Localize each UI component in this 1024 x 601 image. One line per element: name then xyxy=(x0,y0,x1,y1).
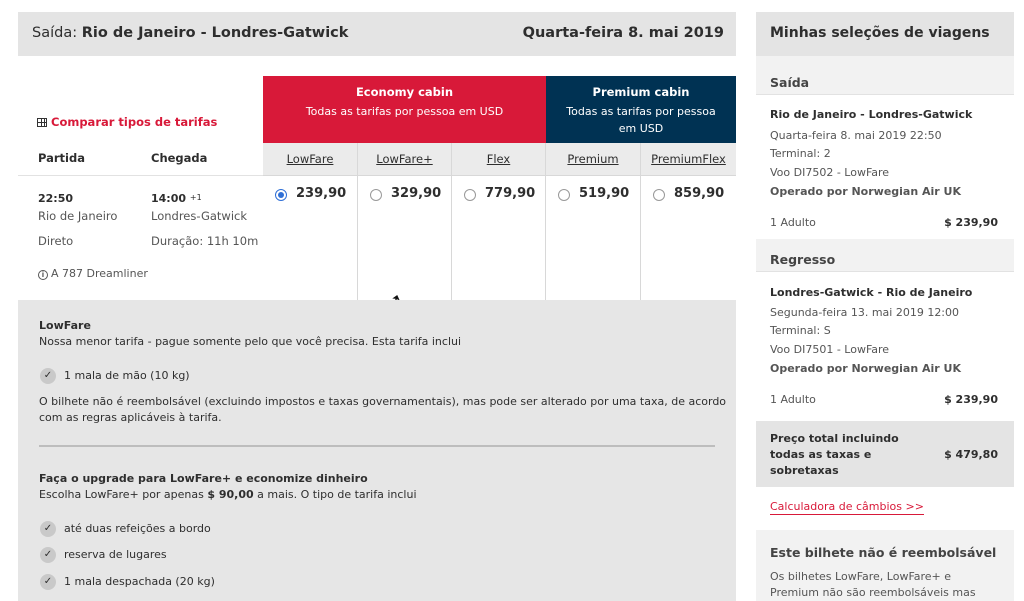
fare-option-flex[interactable] xyxy=(452,176,546,300)
upgrade-text-post: a mais. O tipo de tarifa inclui xyxy=(253,488,417,501)
non-refundable-title: Este bilhete não é reembolsável xyxy=(770,545,997,560)
upgrade-item: 1 mala despachada (20 kg) xyxy=(64,575,215,588)
day-offset: +1 xyxy=(189,193,202,202)
check-icon: ✓ xyxy=(40,521,56,537)
trip-selections-title: Minhas seleções de viagens xyxy=(770,25,990,41)
fare-price: 519,90 xyxy=(579,186,630,201)
trip-selections-panel xyxy=(756,56,1014,601)
outbound-pax: 1 Adulto xyxy=(770,216,816,229)
upgrade-text xyxy=(39,487,417,503)
outbound-terminal: Terminal: 2 xyxy=(770,147,831,160)
economy-cabin-header xyxy=(263,76,546,143)
fare-header-premiumflex[interactable]: PremiumFlex xyxy=(651,152,726,166)
currency-calculator-link[interactable]: Calculadora de câmbios >> xyxy=(770,500,924,513)
return-operator: Operado por Norwegian Air UK xyxy=(770,362,962,375)
fare-price: 329,90 xyxy=(391,186,442,201)
outbound-heading: Saída xyxy=(770,75,810,90)
check-icon: ✓ xyxy=(40,574,56,590)
fare-option-lowfare[interactable] xyxy=(263,176,358,300)
departure-column-header: Partida xyxy=(38,151,85,165)
outbound-route-title xyxy=(32,25,348,41)
fare-option-premium[interactable] xyxy=(546,176,641,300)
premium-cabin-title: Premium cabin xyxy=(592,85,690,99)
compare-fares-link[interactable] xyxy=(37,115,217,129)
upgrade-text-pre: Escolha LowFare+ por apenas xyxy=(39,488,208,501)
premium-cabin-subtitle: Todas as tarifas por pessoa em USD xyxy=(566,105,716,135)
arrival-time-wrap xyxy=(151,192,202,205)
return-route: Londres-Gatwick - Rio de Janeiro xyxy=(770,286,973,299)
fare-price-row xyxy=(263,176,736,300)
return-heading: Regresso xyxy=(770,252,836,267)
info-icon: i xyxy=(38,270,48,280)
fare-header-lowfare-plus[interactable]: LowFare+ xyxy=(358,143,452,176)
outbound-route: Rio de Janeiro - Londres-Gatwick xyxy=(770,108,973,121)
fare-header-lowfare[interactable]: LowFare xyxy=(263,143,358,176)
fare-option-premiumflex[interactable] xyxy=(641,176,736,300)
fare-price: 779,90 xyxy=(485,186,536,201)
travel-date: Quarta-feira 8. mai 2019 xyxy=(522,25,724,41)
return-flight: Voo DI7501 - LowFare xyxy=(770,343,890,356)
outbound-datetime: Quarta-feira 8. mai 2019 22:50 xyxy=(770,129,942,142)
economy-cabin-subtitle: Todas as tarifas por pessoa em USD xyxy=(305,105,504,118)
fare-type-header-row xyxy=(263,143,736,176)
total-price-label: Preço total incluindo todas as taxas e sobretaxas xyxy=(770,432,899,477)
outbound-flight: Voo DI7502 - LowFare xyxy=(770,166,890,179)
return-datetime: Segunda-feira 13. mai 2019 12:00 xyxy=(770,306,960,319)
trip-selections-header xyxy=(756,12,1014,56)
fare-radio-premiumflex[interactable] xyxy=(653,189,665,201)
upgrade-price: $ 90,00 xyxy=(207,488,254,501)
return-terminal: Terminal: S xyxy=(770,324,831,337)
duration-info: Duração: 11h 10m xyxy=(151,234,259,248)
fare-radio-lowfare-plus[interactable] xyxy=(370,189,382,201)
divider xyxy=(756,271,1014,272)
fare-description-panel xyxy=(18,300,736,601)
fare-description-title: LowFare xyxy=(39,319,91,332)
divider xyxy=(18,175,263,176)
outbound-header xyxy=(18,12,736,56)
aircraft-type: A 787 Dreamliner xyxy=(51,267,148,280)
aircraft-info[interactable] xyxy=(38,267,148,280)
return-pax: 1 Adulto xyxy=(770,393,816,406)
compare-fares-label: Comparar tipos de tarifas xyxy=(51,115,218,129)
outbound-section-header xyxy=(756,56,1014,94)
return-price: $ 239,90 xyxy=(944,393,998,406)
premium-cabin-header xyxy=(546,76,736,143)
fare-description-intro: Nossa menor tarifa - pague somente pelo que você precisa. Esta tarifa inclui xyxy=(39,335,462,348)
check-icon: ✓ xyxy=(40,547,56,563)
arrival-time: 14:00 xyxy=(151,192,187,205)
table-icon xyxy=(37,118,47,127)
departure-city: Rio de Janeiro xyxy=(38,209,118,223)
economy-cabin-title: Economy cabin xyxy=(355,85,454,99)
divider xyxy=(756,94,1014,95)
fare-header-premium[interactable]: Premium xyxy=(546,143,641,176)
upgrade-item: reserva de lugares xyxy=(64,548,167,561)
total-price-box xyxy=(756,421,1014,487)
fare-radio-premium[interactable] xyxy=(558,189,570,201)
divider xyxy=(39,445,715,447)
outbound-operator: Operado por Norwegian Air UK xyxy=(770,185,962,198)
stops-info: Direto xyxy=(38,234,74,248)
arrival-column-header: Chegada xyxy=(151,151,208,165)
route-text: Rio de Janeiro - Londres-Gatwick xyxy=(81,25,349,41)
fare-header-flex[interactable]: Flex xyxy=(452,143,546,176)
outbound-label: Saída: xyxy=(32,25,78,41)
upgrade-title: Faça o upgrade para LowFare+ e economize dinheiro xyxy=(39,472,368,485)
departure-time: 22:50 xyxy=(38,192,74,205)
non-refundable-section xyxy=(756,530,1014,601)
check-icon: ✓ xyxy=(40,368,56,384)
arrival-city: Londres-Gatwick xyxy=(151,209,247,223)
fare-radio-flex[interactable] xyxy=(464,189,476,201)
outbound-price: $ 239,90 xyxy=(944,216,998,229)
flight-details-panel xyxy=(18,56,263,300)
fare-option-lowfare-plus[interactable] xyxy=(358,176,452,300)
included-item: 1 mala de mão (10 kg) xyxy=(64,369,190,382)
refund-policy-text: O bilhete não é reembolsável (excluindo impostos e taxas governamentais), mas pode ser alterado por uma taxa, de acordo com as regras aplicáveis à tarifa. xyxy=(39,395,727,424)
fare-radio-lowfare[interactable] xyxy=(275,189,287,201)
total-price-value: $ 479,80 xyxy=(944,448,998,461)
fare-price: 239,90 xyxy=(296,186,347,201)
non-refundable-text: Os bilhetes LowFare, LowFare+ e Premium não são reembolsáveis mas xyxy=(770,570,976,599)
upgrade-item: até duas refeições a bordo xyxy=(64,522,211,535)
fare-price: 859,90 xyxy=(674,186,725,201)
return-section-header xyxy=(756,239,1014,271)
